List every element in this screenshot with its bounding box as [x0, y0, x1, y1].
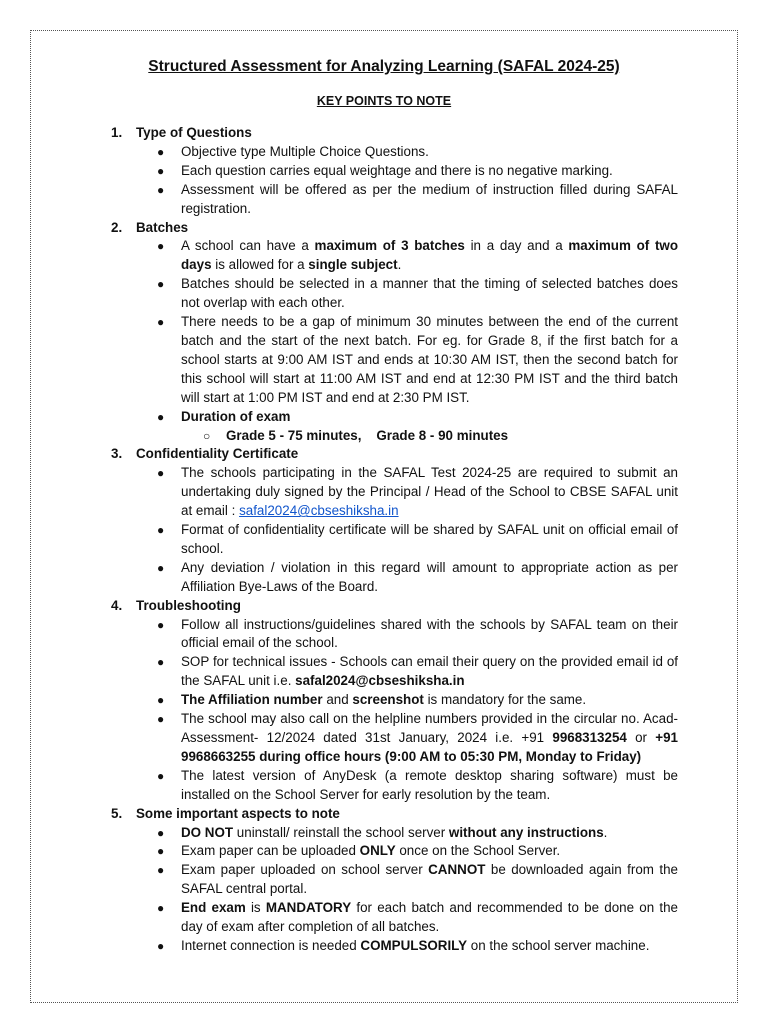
bullet-icon: ●	[157, 655, 165, 670]
section-batches	[111, 219, 678, 446]
section-troubleshooting	[111, 597, 678, 805]
section-heading	[111, 597, 678, 616]
section-heading	[111, 124, 678, 143]
list-item	[111, 521, 678, 559]
section-type-of-questions	[111, 124, 678, 219]
section-number: 5.	[111, 805, 123, 821]
bullet-icon: ●	[157, 768, 165, 783]
list-item	[111, 275, 678, 313]
document-title: Structured Assessment for Analyzing Learning (SAFAL 2024-25)	[148, 58, 620, 75]
list-item	[111, 842, 678, 861]
section-title: Batches	[136, 219, 189, 235]
bullet-icon: ●	[157, 938, 165, 953]
list-item-text: Format of confidentiality certificate will be shared by SAFAL unit on official email of school.	[181, 522, 678, 556]
list-item	[111, 861, 678, 899]
section-title: Troubleshooting	[136, 597, 241, 613]
bullet-icon: ●	[157, 901, 165, 916]
bullet-icon: ●	[157, 560, 165, 575]
circle-bullet-icon: ○	[203, 428, 211, 443]
list-item-text: DO NOT uninstall/ reinstall the school server without any instructions.	[181, 824, 608, 840]
bullet-icon: ●	[157, 466, 165, 481]
section-number: 4.	[111, 597, 123, 613]
list-item-text: Follow all instructions/guidelines shared with the schools by SAFAL team on their official email of the school.	[181, 616, 678, 651]
bullet-icon: ●	[157, 144, 165, 159]
bullet-icon: ●	[157, 844, 165, 859]
list-item	[111, 824, 678, 843]
section-title: Confidentiality Certificate	[136, 446, 299, 462]
list-item-text: SOP for technical issues - Schools can email their query on the provided email id of the SAFAL unit i.e. safal2024@cbseshiksha.in	[181, 654, 678, 689]
list-item	[111, 559, 678, 597]
section-important-aspects	[111, 805, 678, 956]
section-title: Type of Questions	[136, 125, 252, 140]
bullet-icon: ●	[157, 825, 165, 840]
duration-text: Grade 5 - 75 minutes, Grade 8 - 90 minutes	[226, 427, 509, 443]
list-item-text: Each question carries equal weightage and there is no negative marking.	[181, 162, 613, 178]
section-heading	[111, 445, 678, 464]
list-item	[111, 313, 678, 408]
section-confidentiality-certificate	[111, 445, 678, 596]
sub-list-item-duration	[111, 427, 678, 446]
bullet-icon: ●	[157, 315, 165, 330]
bullet-icon: ●	[157, 163, 165, 178]
document-subtitle: KEY POINTS TO NOTE	[316, 94, 452, 108]
list-item-text: The Affiliation number and screenshot is mandatory for the same.	[181, 692, 587, 708]
list-item-text: There needs to be a gap of minimum 30 minutes between the end of the current batch and the start of the next batch. For eg. for Grade 8, if the first batch for a school starts at 9:00 AM IST and ends at 10:30 AM IST, then the second batch for this school will start at 11:00 AM IST and end at 12:30 PM IST and the third batch will start at 1:00 PM IST and end at 2:30 PM IST.	[181, 314, 678, 405]
bullet-icon: ●	[157, 277, 165, 292]
email-link[interactable]: safal2024@cbseshiksha.in	[239, 503, 399, 519]
list-item-text: The school may also call on the helpline numbers provided in the circular no. Acad-Assessment- 12/2024 dated 31st January, 2024 i.e. +91 9968313254 or +91 9968663255 during office hours (9:00 AM to 05:30 PM, Monday to Friday)	[181, 711, 678, 764]
bullet-icon: ●	[157, 617, 165, 632]
bullet-icon: ●	[157, 409, 165, 424]
list-item	[111, 181, 678, 219]
list-item-text: Duration of exam	[181, 408, 291, 424]
bullet-icon: ●	[157, 182, 165, 197]
section-heading	[111, 219, 678, 238]
list-item-text: Batches should be selected in a manner that the timing of selected batches does not overlap with each other.	[181, 276, 678, 311]
document-body	[111, 124, 678, 956]
list-item-text: Objective type Multiple Choice Questions.	[181, 143, 429, 159]
section-heading	[111, 805, 678, 824]
list-item	[111, 143, 678, 162]
list-item	[111, 937, 678, 956]
list-item	[111, 710, 678, 767]
list-item	[111, 237, 678, 275]
section-number: 1.	[111, 125, 123, 140]
list-item	[111, 162, 678, 181]
section-title: Some important aspects to note	[136, 805, 340, 821]
list-item	[111, 899, 678, 937]
list-item-text: Internet connection is needed COMPULSORILY on the school server machine.	[181, 937, 650, 953]
list-item-text: A school can have a maximum of 3 batches in a day and a maximum of two days is allowed for a single subject.	[181, 238, 678, 273]
list-item-text: Exam paper can be uploaded ONLY once on the School Server.	[181, 843, 561, 859]
list-item	[111, 408, 678, 427]
bullet-icon: ●	[157, 693, 165, 708]
list-item-text: Any deviation / violation in this regard will amount to appropriate action as per Affiliation Bye-Laws of the Board.	[181, 559, 678, 594]
bullet-icon: ●	[157, 239, 165, 254]
bullet-icon: ●	[157, 523, 165, 538]
list-item	[111, 653, 678, 691]
list-item	[111, 767, 678, 805]
list-item-text: Assessment will be offered as per the medium of instruction filled during SAFAL registration.	[181, 181, 678, 216]
section-number: 2.	[111, 219, 123, 235]
list-item-text: The schools participating in the SAFAL Test 2024-25 are required to submit an undertaking duly signed by the Principal / Head of the School to CBSE SAFAL unit at email : safal2024@cbseshiksha.in	[181, 465, 678, 519]
list-item-text: Exam paper uploaded on school server CANNOT be downloaded again from the SAFAL central portal.	[181, 862, 678, 897]
bullet-icon: ●	[157, 712, 165, 727]
list-item	[111, 464, 678, 521]
list-item-text: End exam is MANDATORY for each batch and recommended to be done on the day of exam after completion of all batches.	[181, 900, 678, 935]
section-number: 3.	[111, 446, 123, 462]
list-item-text: The latest version of AnyDesk (a remote desktop sharing software) must be installed on the School Server for early resolution by the team.	[181, 767, 678, 802]
list-item	[111, 691, 678, 710]
list-item	[111, 616, 678, 654]
bullet-icon: ●	[157, 863, 165, 878]
